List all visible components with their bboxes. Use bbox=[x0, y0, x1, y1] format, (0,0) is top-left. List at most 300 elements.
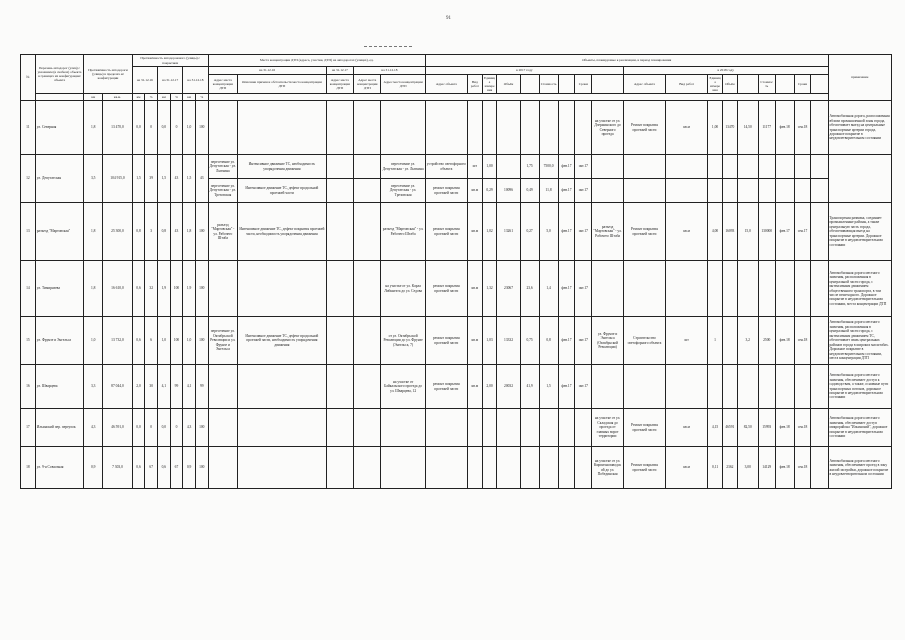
cell-empty bbox=[354, 317, 381, 365]
cell-empty bbox=[425, 101, 467, 155]
cell-empty bbox=[794, 179, 811, 203]
cell-c18b: 14129 bbox=[758, 447, 775, 489]
cell-empty bbox=[208, 261, 238, 317]
cell-note bbox=[828, 155, 892, 203]
cell-l18: 4,3 bbox=[183, 409, 196, 447]
header-obj-kind-18: Вид работ bbox=[666, 75, 708, 94]
header-places-18: на 31.12.18 bbox=[354, 67, 426, 75]
header-row-5 bbox=[21, 94, 892, 101]
cell-l16: 0,0 bbox=[132, 101, 145, 155]
cell-empty bbox=[326, 155, 353, 179]
cell-s17: 23067 bbox=[497, 261, 520, 317]
cell-p16: 30 bbox=[145, 365, 158, 409]
cell-u17: кв.м bbox=[467, 203, 482, 261]
cell-empty bbox=[482, 447, 497, 489]
cell-s18: 2362 bbox=[722, 447, 737, 489]
cell-empty bbox=[708, 179, 723, 203]
cell-len-sqm: 16 610,0 bbox=[103, 261, 133, 317]
header-obj-cost-18: Стоимость bbox=[758, 75, 775, 94]
cell-a17: на участке от ул. Карла Либкнехта до ул. Седова bbox=[381, 261, 425, 317]
cell-empty bbox=[354, 409, 381, 447]
cell-k18: Ремонт покрытия проезжей части bbox=[623, 101, 665, 155]
cell-a17: от ул. Октябрьской Революции до ул. Фрунзе (Энгельса, 7) bbox=[381, 317, 425, 365]
cell-place-addr: разъезд "Мартовская" - ул. Рабочего Штаба bbox=[208, 203, 238, 261]
cell-empty bbox=[737, 179, 758, 203]
cell-empty bbox=[482, 409, 497, 447]
cell-p18: 100 bbox=[195, 261, 208, 317]
cell-k17: устройство светофорного объекта bbox=[425, 155, 467, 179]
cell-c17: 0,49 bbox=[520, 179, 539, 203]
cell-a17: разъезд "Мартовская" - ул. Рабочего Штаба bbox=[381, 203, 425, 261]
cell-v18: 4,00 bbox=[708, 203, 723, 261]
cell-empty bbox=[811, 261, 828, 317]
cell-l16: 0,0 bbox=[132, 409, 145, 447]
cell-c17b: 5,0 bbox=[539, 203, 558, 261]
cell-empty bbox=[497, 101, 520, 155]
cell-place-desc: Интенсивное движение ТС, дефект продольной проезжей части bbox=[238, 179, 327, 203]
cell-road-name: ул. Депутатская bbox=[35, 155, 83, 203]
header-unit-2: % bbox=[145, 94, 158, 101]
cell-no: 14 bbox=[21, 261, 36, 317]
cell-note: Автомобильная дорога местного значения, обеспечивает доступ микрорайона "Ильинский", дорожное покрытие в неудовлетворительном состоянии bbox=[828, 409, 892, 447]
cell-empty bbox=[722, 261, 737, 317]
cell-t17: фев.17 bbox=[558, 365, 575, 409]
cell-l16: 0,6 bbox=[132, 447, 145, 489]
cell-empty bbox=[811, 317, 828, 365]
cell-l16: 0,6 bbox=[132, 261, 145, 317]
cell-v17: 0,29 bbox=[482, 179, 497, 203]
header-obj-cost2-18 bbox=[775, 75, 794, 94]
cell-p18: 100 bbox=[195, 317, 208, 365]
header-unit-5: км bbox=[183, 94, 196, 101]
cell-k17: ремонт покрытия проезжей части bbox=[425, 317, 467, 365]
cell-u17: шт bbox=[467, 155, 482, 179]
header-2017: в 2017 году bbox=[425, 67, 623, 75]
header-obj-volume-18: Объём bbox=[722, 75, 737, 94]
cell-empty bbox=[775, 365, 794, 409]
cell-d18: сен.17 bbox=[794, 203, 811, 261]
cell-len-sqm: 13 732,0 bbox=[103, 317, 133, 365]
cell-v18: 4,15 bbox=[708, 409, 723, 447]
cell-empty bbox=[811, 203, 828, 261]
cell-s18: 46591 bbox=[722, 409, 737, 447]
cell-s17: 20032 bbox=[497, 365, 520, 409]
header-obj-address-17: Адрес объекта bbox=[425, 75, 467, 94]
cell-empty bbox=[425, 409, 467, 447]
cell-road-name: ул. Тимирязева bbox=[35, 261, 83, 317]
cell-empty bbox=[811, 409, 828, 447]
cell-p18: 100 bbox=[195, 101, 208, 155]
cell-a18: ул. Фрунзе и Энгельса (Октябрьской Революции) bbox=[592, 317, 624, 365]
cell-empty bbox=[539, 409, 558, 447]
cell-empty bbox=[326, 409, 353, 447]
cell-empty bbox=[666, 179, 708, 203]
cell-v17: 1,02 bbox=[482, 203, 497, 261]
cell-p17: 43 bbox=[170, 203, 183, 261]
cell-empty bbox=[737, 261, 758, 317]
cell-empty bbox=[497, 409, 520, 447]
table-row bbox=[21, 317, 892, 365]
roads-table bbox=[20, 54, 892, 489]
header-unit-sqm: кв.м. bbox=[103, 94, 133, 101]
header-obj-unit-17: Единица измерения bbox=[484, 75, 496, 93]
cell-t18: фев.17 bbox=[775, 203, 794, 261]
cell-empty bbox=[758, 365, 775, 409]
cell-empty bbox=[708, 261, 723, 317]
cell-empty bbox=[623, 155, 665, 179]
cell-c18: 15,0 bbox=[737, 203, 758, 261]
header-row-2 bbox=[21, 67, 892, 75]
cell-t18: фев.18 bbox=[775, 317, 794, 365]
cell-empty bbox=[666, 155, 708, 179]
cell-empty bbox=[592, 261, 624, 317]
cell-s17: 13332 bbox=[497, 317, 520, 365]
cell-empty bbox=[520, 409, 539, 447]
cell-empty bbox=[811, 179, 828, 203]
cell-note: Автомобильная дорога местного значения, расположенная в центральной части города, с интенсивным движением ТС, обеспечивает связь центральных районов города в широких масштабах. Дорожное покрытие в неудовлетворительном состоянии, места концентрации ДТП bbox=[828, 317, 892, 365]
cell-empty bbox=[208, 447, 238, 489]
header-place-address: Адрес места концентрации ДТП bbox=[208, 75, 238, 94]
cell-empty bbox=[326, 203, 353, 261]
cell-empty bbox=[737, 365, 758, 409]
cell-empty bbox=[794, 261, 811, 317]
cell-c18b: 11177 bbox=[758, 101, 775, 155]
cell-v17: 1,03 bbox=[482, 317, 497, 365]
cell-d17: окт.17 bbox=[575, 261, 592, 317]
cell-c18b: 2500 bbox=[758, 317, 775, 365]
cell-l16: 2,0 bbox=[132, 365, 145, 409]
cell-empty bbox=[666, 261, 708, 317]
cell-empty bbox=[811, 101, 828, 155]
cell-empty bbox=[326, 261, 353, 317]
header-obj-area-17 bbox=[520, 75, 539, 94]
cell-empty bbox=[558, 447, 575, 489]
table-row bbox=[21, 365, 892, 409]
cell-empty bbox=[722, 155, 737, 179]
cell-c17b: 7500,0 bbox=[539, 155, 558, 179]
cell-k18: Ремонт покрытия проезжей части bbox=[623, 409, 665, 447]
cell-k17: ремонт покрытия проезжей части bbox=[425, 203, 467, 261]
table-row bbox=[21, 203, 892, 261]
cell-l18: 1,9 bbox=[183, 261, 196, 317]
cell-s18 bbox=[722, 317, 737, 365]
header-2018: в 2018 году bbox=[623, 67, 828, 75]
cell-len-km: 0,9 bbox=[84, 447, 103, 489]
cell-no: 18 bbox=[21, 447, 36, 489]
cell-a17: на участке от Байкальского проезда до ул. Шварцева, 12 bbox=[381, 365, 425, 409]
cell-p17: 67 bbox=[170, 447, 183, 489]
cell-l17: 0,0 bbox=[158, 409, 171, 447]
cell-v17: 1,32 bbox=[482, 261, 497, 317]
header-places-group: Места концентрации ДТП (адреса, участки, ДТП) на автодорогах (улицах), ед. bbox=[208, 55, 425, 67]
cell-empty bbox=[381, 447, 425, 489]
cell-l17: 1,0 bbox=[158, 317, 171, 365]
cell-empty bbox=[208, 409, 238, 447]
header-notes: примечание bbox=[828, 55, 892, 101]
cell-empty bbox=[482, 101, 497, 155]
cell-p17: 99 bbox=[170, 365, 183, 409]
cell-l16: 0,6 bbox=[132, 317, 145, 365]
cell-empty bbox=[497, 447, 520, 489]
header-obj-time-17: Сроки bbox=[575, 75, 592, 94]
cell-p17: 0 bbox=[170, 409, 183, 447]
cell-empty bbox=[758, 261, 775, 317]
cell-empty bbox=[539, 101, 558, 155]
cell-empty bbox=[520, 447, 539, 489]
cell-empty bbox=[811, 155, 828, 179]
cell-len-km: 3,5 bbox=[84, 155, 103, 203]
cell-a18: на участке от ул. Дзержинского до Северного проезда bbox=[592, 101, 624, 155]
cell-c17b: 1,5 bbox=[539, 365, 558, 409]
cell-l18: 1,8 bbox=[183, 203, 196, 261]
cell-len-km: 1,8 bbox=[84, 101, 103, 155]
cell-empty bbox=[775, 261, 794, 317]
cell-l16: 1,5 bbox=[132, 155, 145, 203]
cell-empty bbox=[811, 447, 828, 489]
cell-no: 15 bbox=[21, 317, 36, 365]
table-row bbox=[21, 447, 892, 489]
cell-empty bbox=[354, 101, 381, 155]
cell-empty bbox=[575, 409, 592, 447]
cell-l18: 1,0 bbox=[183, 317, 196, 365]
cell-p16: 0 bbox=[145, 101, 158, 155]
cell-road-name: ул. 9-я Совхозная bbox=[35, 447, 83, 489]
header-obj-cost-17: Стоимость bbox=[539, 75, 558, 94]
cell-a17: пересечение ул. Депутатская - ул. Лыткина bbox=[381, 155, 425, 179]
cell-road-name: ул. Северная bbox=[35, 101, 83, 155]
cell-place-desc: Интенсивное движение ТС, дефект покрытия проезжей части, необходимость упорядочения движения bbox=[238, 203, 327, 261]
cell-v18: 1 bbox=[708, 317, 723, 365]
cell-c18: 3,2 bbox=[737, 317, 758, 365]
cell-len-sqm: 46 591,0 bbox=[103, 409, 133, 447]
cell-no: 11 bbox=[21, 101, 36, 155]
cell-a18: на участке от ул. Складская до проезда от главных ворот территории bbox=[592, 409, 624, 447]
cell-s17: 10096 bbox=[497, 179, 520, 203]
cell-l18: 1,5 bbox=[183, 155, 196, 203]
cell-empty bbox=[592, 155, 624, 179]
cell-empty bbox=[558, 101, 575, 155]
cell-l18: 0,9 bbox=[183, 447, 196, 489]
cell-place-desc: Интенсивное движение ТС, дефект продольной проезжей части, необходимость упорядочения движения bbox=[238, 317, 327, 365]
cell-d17: окт.17 bbox=[575, 203, 592, 261]
cell-t17: фев.17 bbox=[558, 261, 575, 317]
cell-p16: 32 bbox=[145, 261, 158, 317]
header-cover-16: на 31.12.16 bbox=[132, 67, 157, 94]
header-length: Протяжённость автодороги (улицы) в пределах её конфигурации bbox=[84, 55, 133, 94]
cell-p17: 0 bbox=[170, 101, 183, 155]
cell-empty bbox=[238, 447, 327, 489]
cell-empty bbox=[354, 203, 381, 261]
cell-no: 13 bbox=[21, 203, 36, 261]
cell-p16: 6 bbox=[145, 317, 158, 365]
cell-empty bbox=[623, 179, 665, 203]
header-obj-time-18: Сроки bbox=[794, 75, 811, 94]
cell-v17: 2,00 bbox=[482, 365, 497, 409]
cell-empty bbox=[354, 261, 381, 317]
cell-empty bbox=[811, 365, 828, 409]
cell-u18: кв.м bbox=[666, 203, 708, 261]
cell-empty bbox=[558, 409, 575, 447]
cell-empty bbox=[708, 365, 723, 409]
cell-empty bbox=[592, 365, 624, 409]
cell-k18: Строительство светофорного объекта bbox=[623, 317, 665, 365]
cell-empty bbox=[381, 101, 425, 155]
cell-t18: фев.18 bbox=[775, 101, 794, 155]
cell-d18: сен.18 bbox=[794, 447, 811, 489]
cell-empty bbox=[467, 101, 482, 155]
cell-p18: 99 bbox=[195, 365, 208, 409]
header-unit-4: % bbox=[170, 94, 183, 101]
header-unit-km: км bbox=[84, 94, 103, 101]
cell-c17: 0,27 bbox=[520, 203, 539, 261]
cell-s17 bbox=[497, 155, 520, 179]
cell-empty bbox=[425, 447, 467, 489]
cell-empty bbox=[575, 101, 592, 155]
header-row-1 bbox=[21, 55, 892, 67]
cell-p16: 0 bbox=[145, 409, 158, 447]
cell-place-addr: пересечение ул. Депутатская - ул. Трезовская bbox=[208, 179, 238, 203]
cell-place-addr: пересечение ул. Октябрьской Революции и ул. Фрунзе и Энгельса bbox=[208, 317, 238, 365]
header-obj-kind-17: Вид работ bbox=[467, 75, 482, 94]
cell-s18: 13470 bbox=[722, 101, 737, 155]
cell-note: Автомобильная дорога, расположенная вблизи промышленной зоны города, обеспечивает выезд на центральные транспортные артерии города, дорожное покрытие в неудовлетворительном состоянии bbox=[828, 101, 892, 155]
cell-empty bbox=[794, 155, 811, 179]
cell-c17b: 0,8 bbox=[539, 317, 558, 365]
cell-empty bbox=[666, 365, 708, 409]
cell-s17: 13261 bbox=[497, 203, 520, 261]
cell-u18: кв.м bbox=[666, 447, 708, 489]
cell-empty bbox=[539, 447, 558, 489]
cell-empty bbox=[737, 155, 758, 179]
cell-empty bbox=[467, 447, 482, 489]
table-row bbox=[21, 261, 892, 317]
cell-len-sqm: 7 303,0 bbox=[103, 447, 133, 489]
cell-len-km: 1,8 bbox=[84, 261, 103, 317]
cell-empty bbox=[354, 447, 381, 489]
cell-u17: кв.м bbox=[467, 261, 482, 317]
cell-p18: 100 bbox=[195, 409, 208, 447]
cell-p18: 100 bbox=[195, 203, 208, 261]
cell-c17: 0,75 bbox=[520, 317, 539, 365]
header-unit-6: % bbox=[195, 94, 208, 101]
cell-u18: кв.м bbox=[666, 409, 708, 447]
cell-l17: 0,8 bbox=[158, 203, 171, 261]
cell-d18: сен.18 bbox=[794, 101, 811, 155]
cell-empty bbox=[520, 101, 539, 155]
cell-empty bbox=[758, 179, 775, 203]
cell-l18: 1,0 bbox=[183, 101, 196, 155]
header-obj-unit-18: Единица измерения bbox=[709, 75, 721, 93]
cell-empty bbox=[623, 261, 665, 317]
cell-v17: 1,00 bbox=[482, 155, 497, 179]
cell-len-sqm: 104 915,0 bbox=[103, 155, 133, 203]
cell-place-desc: Интенсивное движение ТС, необходимость упорядочения движения bbox=[238, 155, 327, 179]
cell-note: Транспортная развязка, соединяет промышленные районы, а также центральную часть города, обеспечивающая выезд на транспортные артерии. Дорожное покрытие в неудовлетворительном состоянии bbox=[828, 203, 892, 261]
cell-t18: фев.18 bbox=[775, 447, 794, 489]
cell-a17: пересечение ул. Депутатская - ул. Трезовская bbox=[381, 179, 425, 203]
cell-u17: кв.м bbox=[467, 179, 482, 203]
cell-c17b: 11,8 bbox=[539, 179, 558, 203]
cell-empty bbox=[354, 155, 381, 179]
cell-c17: 23,6 bbox=[520, 261, 539, 317]
cell-k17: ремонт покрытия проезжей части bbox=[425, 365, 467, 409]
cell-c17: 41,9 bbox=[520, 365, 539, 409]
cell-empty bbox=[381, 409, 425, 447]
cell-len-sqm: 13 470,0 bbox=[103, 101, 133, 155]
header-unit-3: км bbox=[158, 94, 171, 101]
header-places-16: на 31.12.16 bbox=[208, 67, 326, 75]
cell-empty bbox=[708, 155, 723, 179]
cell-l17: 1,9 bbox=[158, 261, 171, 317]
cell-l16: 0,8 bbox=[132, 203, 145, 261]
header-obj-area-18 bbox=[737, 75, 758, 94]
cell-c18: 14,50 bbox=[737, 101, 758, 155]
cell-d17: окт.17 bbox=[575, 179, 592, 203]
cell-t18: фев.18 bbox=[775, 409, 794, 447]
cell-empty bbox=[722, 365, 737, 409]
cell-len-km: 4,3 bbox=[84, 409, 103, 447]
cell-road-name: ул. Фрунзе и Энгельса bbox=[35, 317, 83, 365]
cell-len-sqm: 25 300,0 bbox=[103, 203, 133, 261]
cell-empty bbox=[326, 179, 353, 203]
header-obj-address-18: Адрес объекта bbox=[623, 75, 665, 94]
cell-empty bbox=[326, 447, 353, 489]
cell-empty bbox=[326, 317, 353, 365]
cell-p18: 100 bbox=[195, 447, 208, 489]
header-divider bbox=[364, 46, 412, 47]
cell-no: 17 bbox=[21, 409, 36, 447]
header-cover-17: на 31.12.17 bbox=[158, 67, 183, 94]
cell-empty bbox=[208, 365, 238, 409]
cell-s18: 16093 bbox=[722, 203, 737, 261]
cell-no: 12 bbox=[21, 155, 36, 203]
cell-u18: шт bbox=[666, 317, 708, 365]
cell-empty bbox=[592, 179, 624, 203]
cell-len-km: 1,0 bbox=[84, 317, 103, 365]
header-obj-end-18 bbox=[811, 75, 828, 94]
cell-d17: окт.17 bbox=[575, 317, 592, 365]
cell-note: Автомобильная дорога местного значения, расположенная в центральной части города, с интенсивным движением общественного транспорта, в том числе пешеходного. Дорожное покрытие в неудовлетворительном состоянии, места концентрации ДТП bbox=[828, 261, 892, 317]
cell-empty bbox=[775, 179, 794, 203]
cell-d17: окт.17 bbox=[575, 365, 592, 409]
header-cover-group: Протяжённость автодорожного (улицы) с покрытием bbox=[132, 55, 208, 67]
cell-k18: Ремонт покрытия проезжей части bbox=[623, 447, 665, 489]
cell-note: Автомобильная дорога местного значения, обеспечивает проезд в зону жилой застройки, дорожное покрытие в неудовлетворительном состоянии bbox=[828, 447, 892, 489]
cell-v18: 0,11 bbox=[708, 447, 723, 489]
cell-c17: 1,75 bbox=[520, 155, 539, 179]
header-units-rest bbox=[208, 94, 828, 101]
header-place-address-18b: Адрес места концентрации ДТП bbox=[381, 75, 425, 94]
cell-empty bbox=[794, 365, 811, 409]
header-place-address-17: Адрес места концентрации ДТП bbox=[326, 75, 353, 94]
cell-u17: кв.м bbox=[467, 365, 482, 409]
table-row bbox=[21, 409, 892, 447]
cell-p16: 3 bbox=[145, 203, 158, 261]
cell-p16: 67 bbox=[145, 447, 158, 489]
cell-t17: фев.17 bbox=[558, 317, 575, 365]
cell-l17: 0,0 bbox=[158, 101, 171, 155]
cell-place-addr: пересечение ул. Депутатская - ул. Лыткина bbox=[208, 155, 238, 179]
header-objects-group: Объекты, планируемые к реализации, в период планирования bbox=[425, 55, 828, 67]
cell-place-desc bbox=[238, 101, 327, 155]
cell-empty bbox=[326, 101, 353, 155]
cell-empty bbox=[326, 365, 353, 409]
cell-p17: 100 bbox=[170, 261, 183, 317]
cell-p16: 39 bbox=[145, 155, 158, 203]
header-object: Перечень автодорог (улиц) с указанием (в скобках) объекта в границах их конфигурации/объекта bbox=[35, 55, 83, 94]
cell-empty bbox=[575, 447, 592, 489]
cell-empty bbox=[467, 409, 482, 447]
